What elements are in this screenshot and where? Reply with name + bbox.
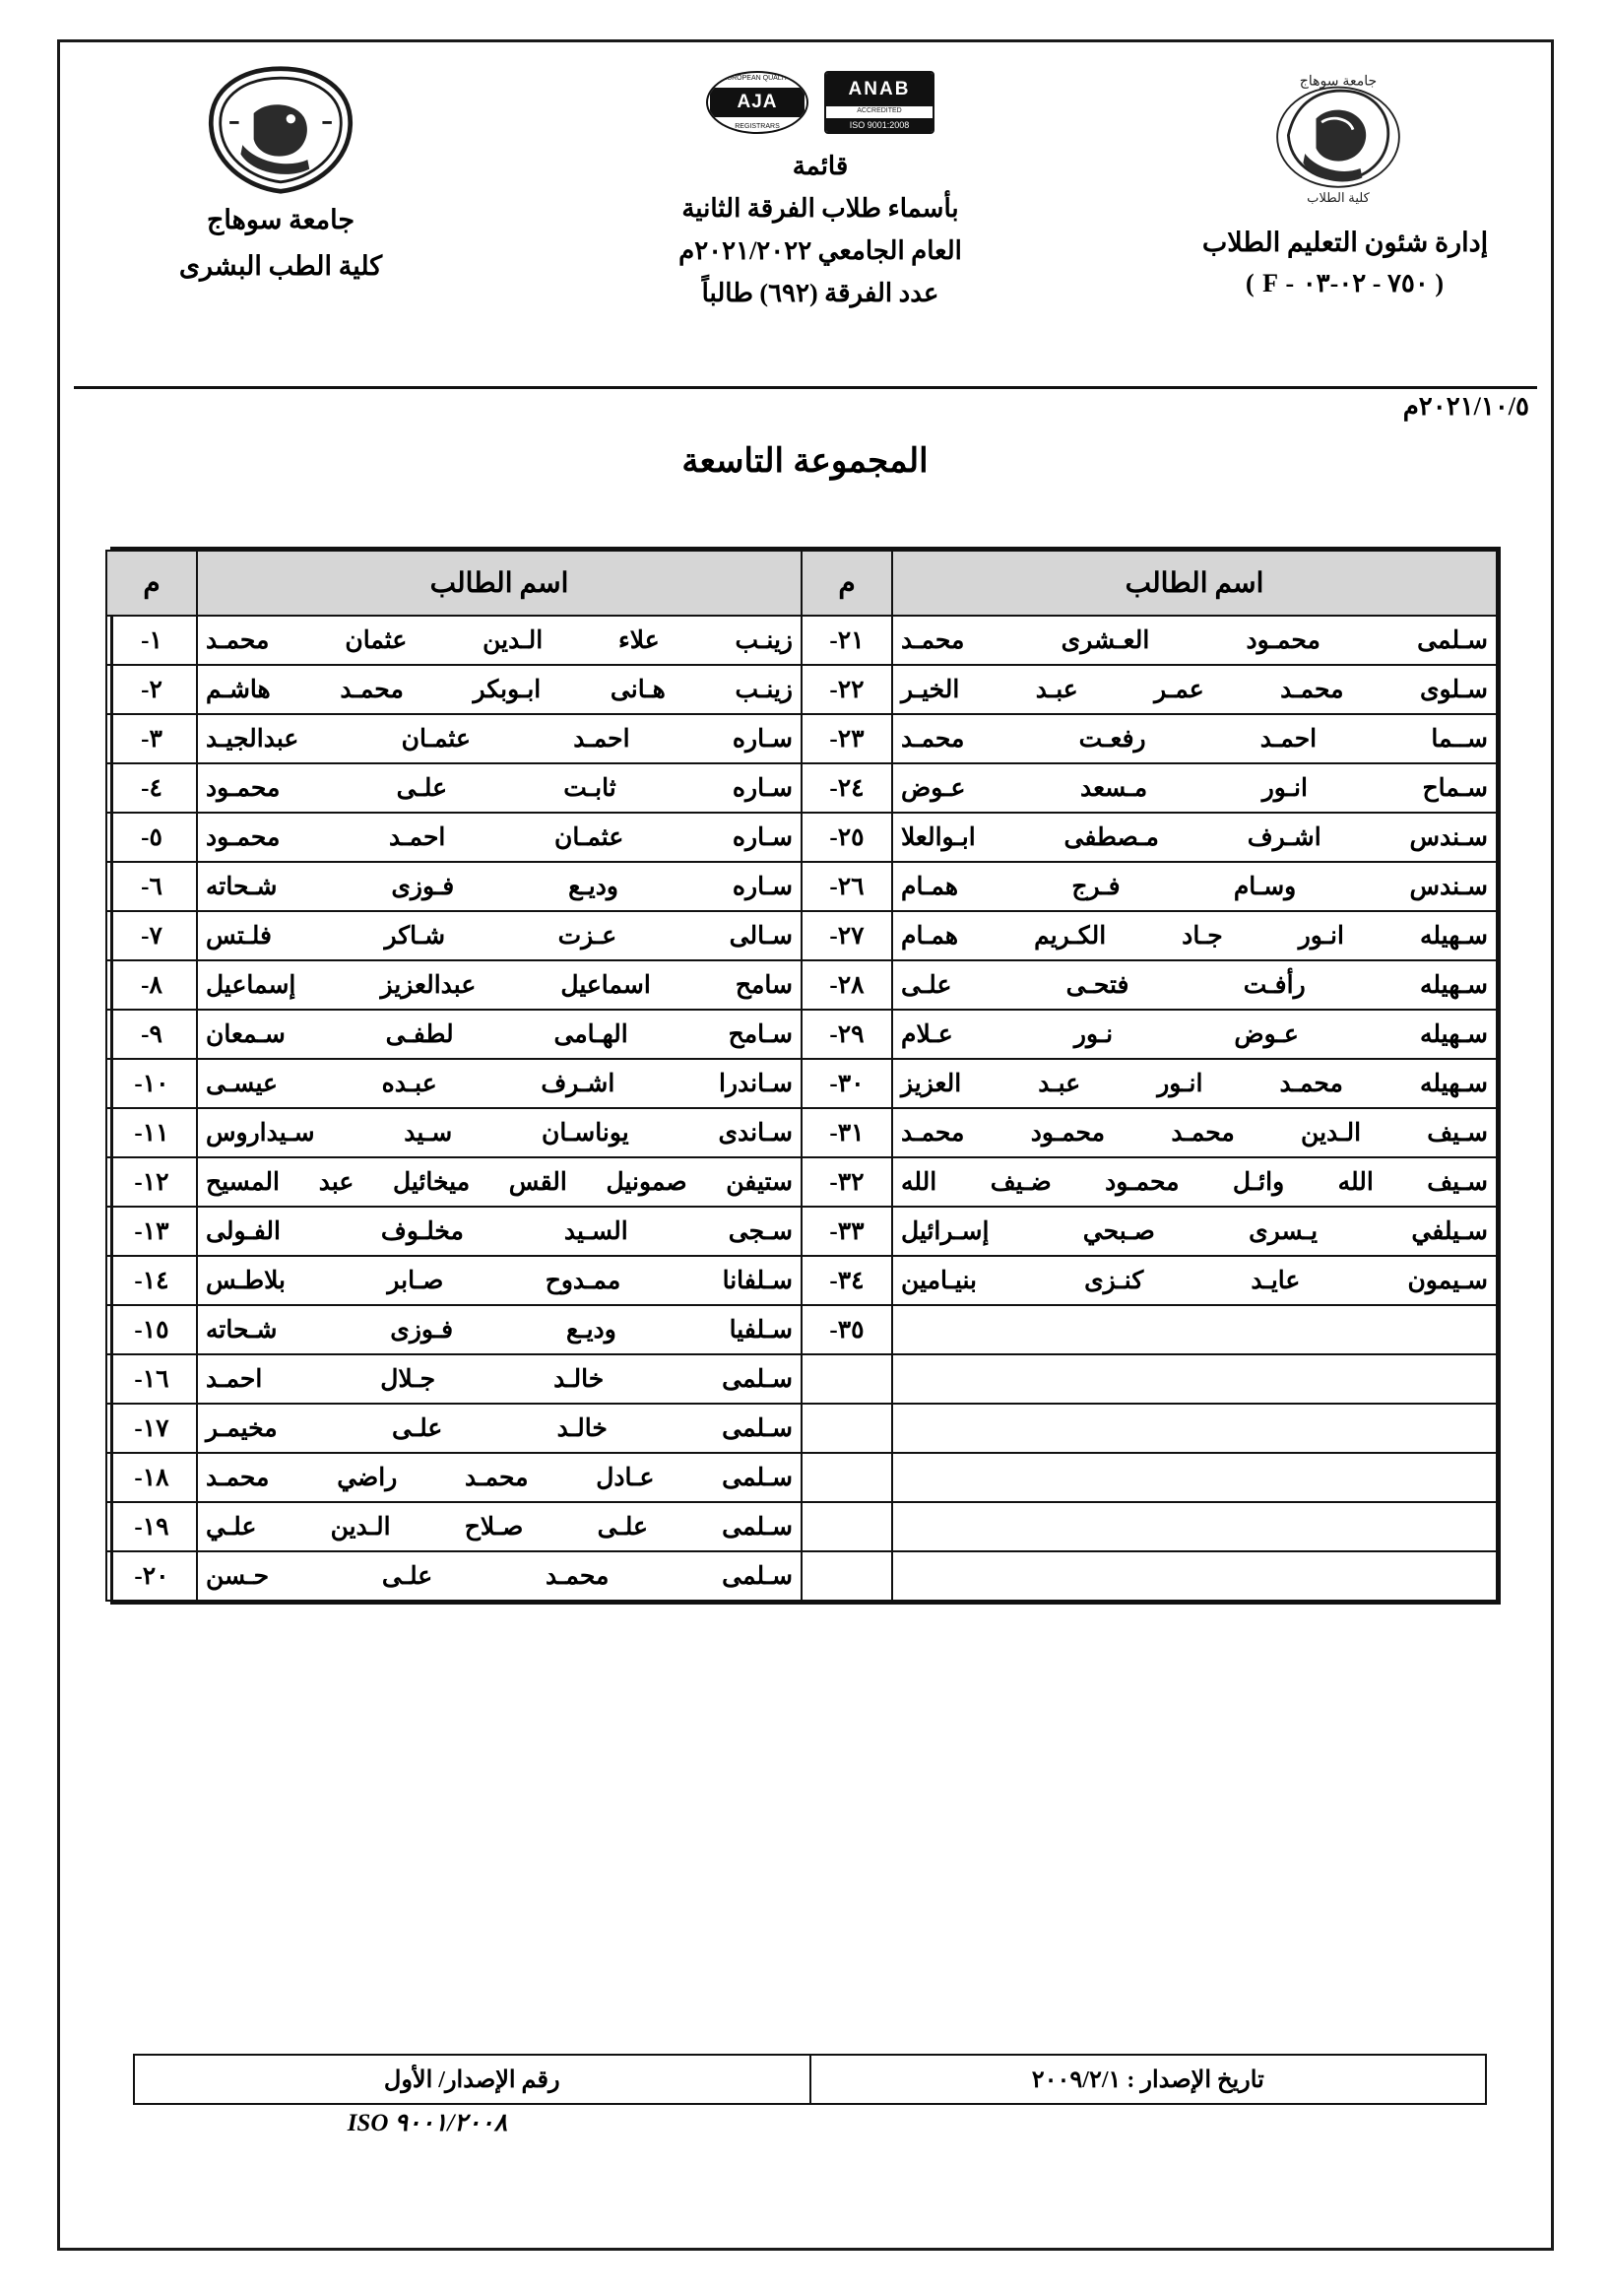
student-number-left: ٣١- xyxy=(802,1108,892,1157)
table-row xyxy=(106,1108,1497,1157)
form-code-label: ( F - ٧٥٠ - ٠٢-٠٣ ) xyxy=(1245,268,1446,297)
student-number-right: ٢- xyxy=(106,665,197,714)
student-number-right: ١٧- xyxy=(106,1404,197,1453)
table-row xyxy=(106,862,1497,911)
anab-label: ANAB xyxy=(826,73,933,106)
student-name-left: سـماح انـور مـسعد عـوض xyxy=(892,763,1497,813)
faculty-students-affairs-logo-icon xyxy=(1274,65,1417,213)
student-number-left: ٢٤- xyxy=(802,763,892,813)
student-name-right: سـالى عـزت شـاكر فلـتس xyxy=(197,911,802,960)
student-name-left: سـلوى محمـد عمـر عبـد الخيـر xyxy=(892,665,1497,714)
student-name-left: سـيف الـدين محمـد محمـود محمـد xyxy=(892,1108,1497,1157)
student-name-left xyxy=(892,1305,1497,1354)
student-name-right: سـاره عثمـان احمـد محمـود xyxy=(197,813,802,862)
student-name-right: سـاره ثابـت علـى محمـود xyxy=(197,763,802,813)
aja-sup-label: EUROPEAN QUALITY xyxy=(722,75,793,82)
student-number-right: ١- xyxy=(106,616,197,665)
column-header-name-right: اسم الطالب xyxy=(197,551,802,616)
student-name-left xyxy=(892,1354,1497,1404)
header-divider xyxy=(74,386,1537,389)
table-row xyxy=(106,665,1497,714)
column-header-num-right: م xyxy=(106,551,197,616)
table-row xyxy=(106,1404,1497,1453)
student-name-left: ســما احمـد رفعـت محمـد xyxy=(892,714,1497,763)
list-title-line-3: العام الجامعي ٢٠٢١/٢٠٢٢م xyxy=(678,235,962,265)
student-number-left: ٢٩- xyxy=(802,1010,892,1059)
student-number-right: ٢٠- xyxy=(106,1551,197,1601)
issue-number-cell: رقم الإصدار/ الأول xyxy=(134,2055,810,2104)
student-number-left: ٢٥- xyxy=(802,813,892,862)
header-title-block xyxy=(545,59,1096,315)
student-number-left xyxy=(802,1453,892,1502)
sohag-university-logo-icon xyxy=(177,65,384,193)
student-name-left: سـندس اشـرف مـصطفى ابـوالعلا xyxy=(892,813,1497,862)
footer-row xyxy=(134,2055,1486,2104)
student-name-right: سـاره احمـد عثمـان عبدالجيـد xyxy=(197,714,802,763)
svg-text:جامعة سوهاج: جامعة سوهاج xyxy=(1299,72,1377,89)
student-name-left: سـيلفي يـسرى صـبحي إسـرائيل xyxy=(892,1207,1497,1256)
document-footer-table xyxy=(133,2054,1487,2105)
column-header-name-left: اسم الطالب xyxy=(892,551,1497,616)
certification-logos xyxy=(545,71,1096,134)
student-number-right: ١٤- xyxy=(106,1256,197,1305)
faculty-name-label: كلية الطب البشرى xyxy=(178,251,383,282)
student-name-right: سـلفيا وديـع فـوزى شـحاته xyxy=(197,1305,802,1354)
table-row xyxy=(106,616,1497,665)
student-number-right: ١٠- xyxy=(106,1059,197,1108)
anab-iso-label: ISO 9001:2008 xyxy=(826,118,933,132)
student-number-right: ٦- xyxy=(106,862,197,911)
student-number-right: ٤- xyxy=(106,763,197,813)
student-number-left xyxy=(802,1502,892,1551)
issue-date-cell: تاريخ الإصدار : ٢٠٠٩/٢/١ xyxy=(810,2055,1487,2104)
student-number-left: ٢٨- xyxy=(802,960,892,1010)
student-name-left: سـلمى محمـود العـشرى محمـد xyxy=(892,616,1497,665)
table-header-row xyxy=(106,551,1497,616)
student-number-left: ٣٣- xyxy=(802,1207,892,1256)
students-table xyxy=(105,550,1498,1602)
students-table-container xyxy=(110,547,1501,1605)
table-row xyxy=(106,1157,1497,1207)
student-number-left xyxy=(802,1404,892,1453)
student-number-right: ٥- xyxy=(106,813,197,862)
student-number-right: ٣- xyxy=(106,714,197,763)
list-title-line-4: عدد الفرقة (٦٩٢) طالباً xyxy=(701,278,939,307)
student-number-right: ١١- xyxy=(106,1108,197,1157)
table-row xyxy=(106,1354,1497,1404)
table-row xyxy=(106,1010,1497,1059)
admin-department-label: إدارة شئون التعليم الطلاب xyxy=(1201,228,1489,257)
student-number-left: ٢٧- xyxy=(802,911,892,960)
student-number-left xyxy=(802,1551,892,1601)
table-row xyxy=(106,1305,1497,1354)
table-row xyxy=(106,960,1497,1010)
student-number-left: ٢٢- xyxy=(802,665,892,714)
student-number-left: ٢١- xyxy=(802,616,892,665)
student-name-left xyxy=(892,1453,1497,1502)
student-number-left: ٣٠- xyxy=(802,1059,892,1108)
document-date: ٢٠٢١/١٠/٥م xyxy=(1402,392,1529,421)
student-name-left: سـيف الله وائـل محمـود ضـيف الله xyxy=(892,1157,1497,1207)
anab-accreditation-icon xyxy=(824,71,934,134)
university-name-label: جامعة سوهاج xyxy=(206,205,355,234)
aja-sub-label: REGISTRARS xyxy=(735,123,780,130)
student-name-left: سـهيله انـور جـاد الكـريم همـام xyxy=(892,911,1497,960)
student-name-left xyxy=(892,1502,1497,1551)
table-row xyxy=(106,1502,1497,1551)
student-name-left xyxy=(892,1551,1497,1601)
student-number-right: ١٢- xyxy=(106,1157,197,1207)
student-name-right: سـامح الهـامى لطفـى سـمعان xyxy=(197,1010,802,1059)
list-title-line-2: بأسماء طلاب الفرقة الثانية xyxy=(681,193,959,223)
student-name-right: سـاندى يوناسـان سـيد سـيداروس xyxy=(197,1108,802,1157)
student-name-right: سـلمى محمـد علـى حـسن xyxy=(197,1551,802,1601)
anab-sub-label: ACCREDITED xyxy=(857,107,902,114)
student-number-right: ١٦- xyxy=(106,1354,197,1404)
student-name-right: سـجى السـيد مخلـوف الفـولى xyxy=(197,1207,802,1256)
table-row xyxy=(106,1059,1497,1108)
student-number-left: ٣٢- xyxy=(802,1157,892,1207)
student-name-left: سـيمون عايـد كنـزى بنيـامين xyxy=(892,1256,1497,1305)
student-name-right: سـاندرا اشـرف عبـده عيسـى xyxy=(197,1059,802,1108)
student-number-left: ٢٦- xyxy=(802,862,892,911)
student-number-right: ٨- xyxy=(106,960,197,1010)
student-name-right: سامح اسماعيل عبدالعزيز إسماعيل xyxy=(197,960,802,1010)
student-name-left: سـندس وسـام فـرج همـام xyxy=(892,862,1497,911)
student-number-right: ١٥- xyxy=(106,1305,197,1354)
student-name-right: زينـب علاء الـدين عثمان محمـد xyxy=(197,616,802,665)
table-row xyxy=(106,911,1497,960)
table-row xyxy=(106,763,1497,813)
svg-text:كلية الطلاب: كلية الطلاب xyxy=(1306,189,1370,205)
student-number-right: ١٨- xyxy=(106,1453,197,1502)
aja-registrars-icon xyxy=(706,71,808,134)
column-header-num-left: م xyxy=(802,551,892,616)
table-row xyxy=(106,1207,1497,1256)
student-name-right: سـلمى علـى صـلاح الـدين علـي xyxy=(197,1502,802,1551)
student-name-right: سـلفانا ممـدوح صـابر بلاطـس xyxy=(197,1256,802,1305)
student-name-right: زينـب هـانى ابـوبكر محمـد هاشـم xyxy=(197,665,802,714)
student-name-left: سـهيله محمـد انـور عبـد العزيز xyxy=(892,1059,1497,1108)
student-name-left: سـهيله رأفـت فتحـى علـى xyxy=(892,960,1497,1010)
table-row xyxy=(106,1551,1497,1601)
header-university-block xyxy=(74,59,487,286)
student-name-right: سـلمى عـادل محمـد راضي محمـد xyxy=(197,1453,802,1502)
document-header xyxy=(74,59,1537,384)
student-number-right: ١٩- xyxy=(106,1502,197,1551)
student-name-left: سـهيله عـوض نـور عـلام xyxy=(892,1010,1497,1059)
student-number-left: ٣٥- xyxy=(802,1305,892,1354)
student-number-left: ٣٤- xyxy=(802,1256,892,1305)
student-name-right: سـلمى خالـد جـلال احمـد xyxy=(197,1354,802,1404)
aja-label: AJA xyxy=(710,88,805,117)
table-row xyxy=(106,813,1497,862)
student-name-right: سـاره وديـع فـوزى شـحاته xyxy=(197,862,802,911)
table-row xyxy=(106,714,1497,763)
student-number-right: ٩- xyxy=(106,1010,197,1059)
list-title-line-1: قائمة xyxy=(792,152,849,180)
student-name-right: ستيفن صمونيل القس ميخائيل عبد المسيح xyxy=(197,1157,802,1207)
header-admin-block xyxy=(1153,59,1537,298)
table-row xyxy=(106,1453,1497,1502)
student-number-left xyxy=(802,1354,892,1404)
student-name-left xyxy=(892,1404,1497,1453)
group-title: المجموعة التاسعة xyxy=(681,442,929,480)
table-row xyxy=(106,1256,1497,1305)
iso-standard-label: ISO ٩٠٠١/٢٠٠٨ xyxy=(347,2110,507,2136)
student-name-right: سـلمى خالـد علـى مخيمـر xyxy=(197,1404,802,1453)
student-number-right: ٧- xyxy=(106,911,197,960)
student-number-left: ٢٣- xyxy=(802,714,892,763)
student-number-right: ١٣- xyxy=(106,1207,197,1256)
